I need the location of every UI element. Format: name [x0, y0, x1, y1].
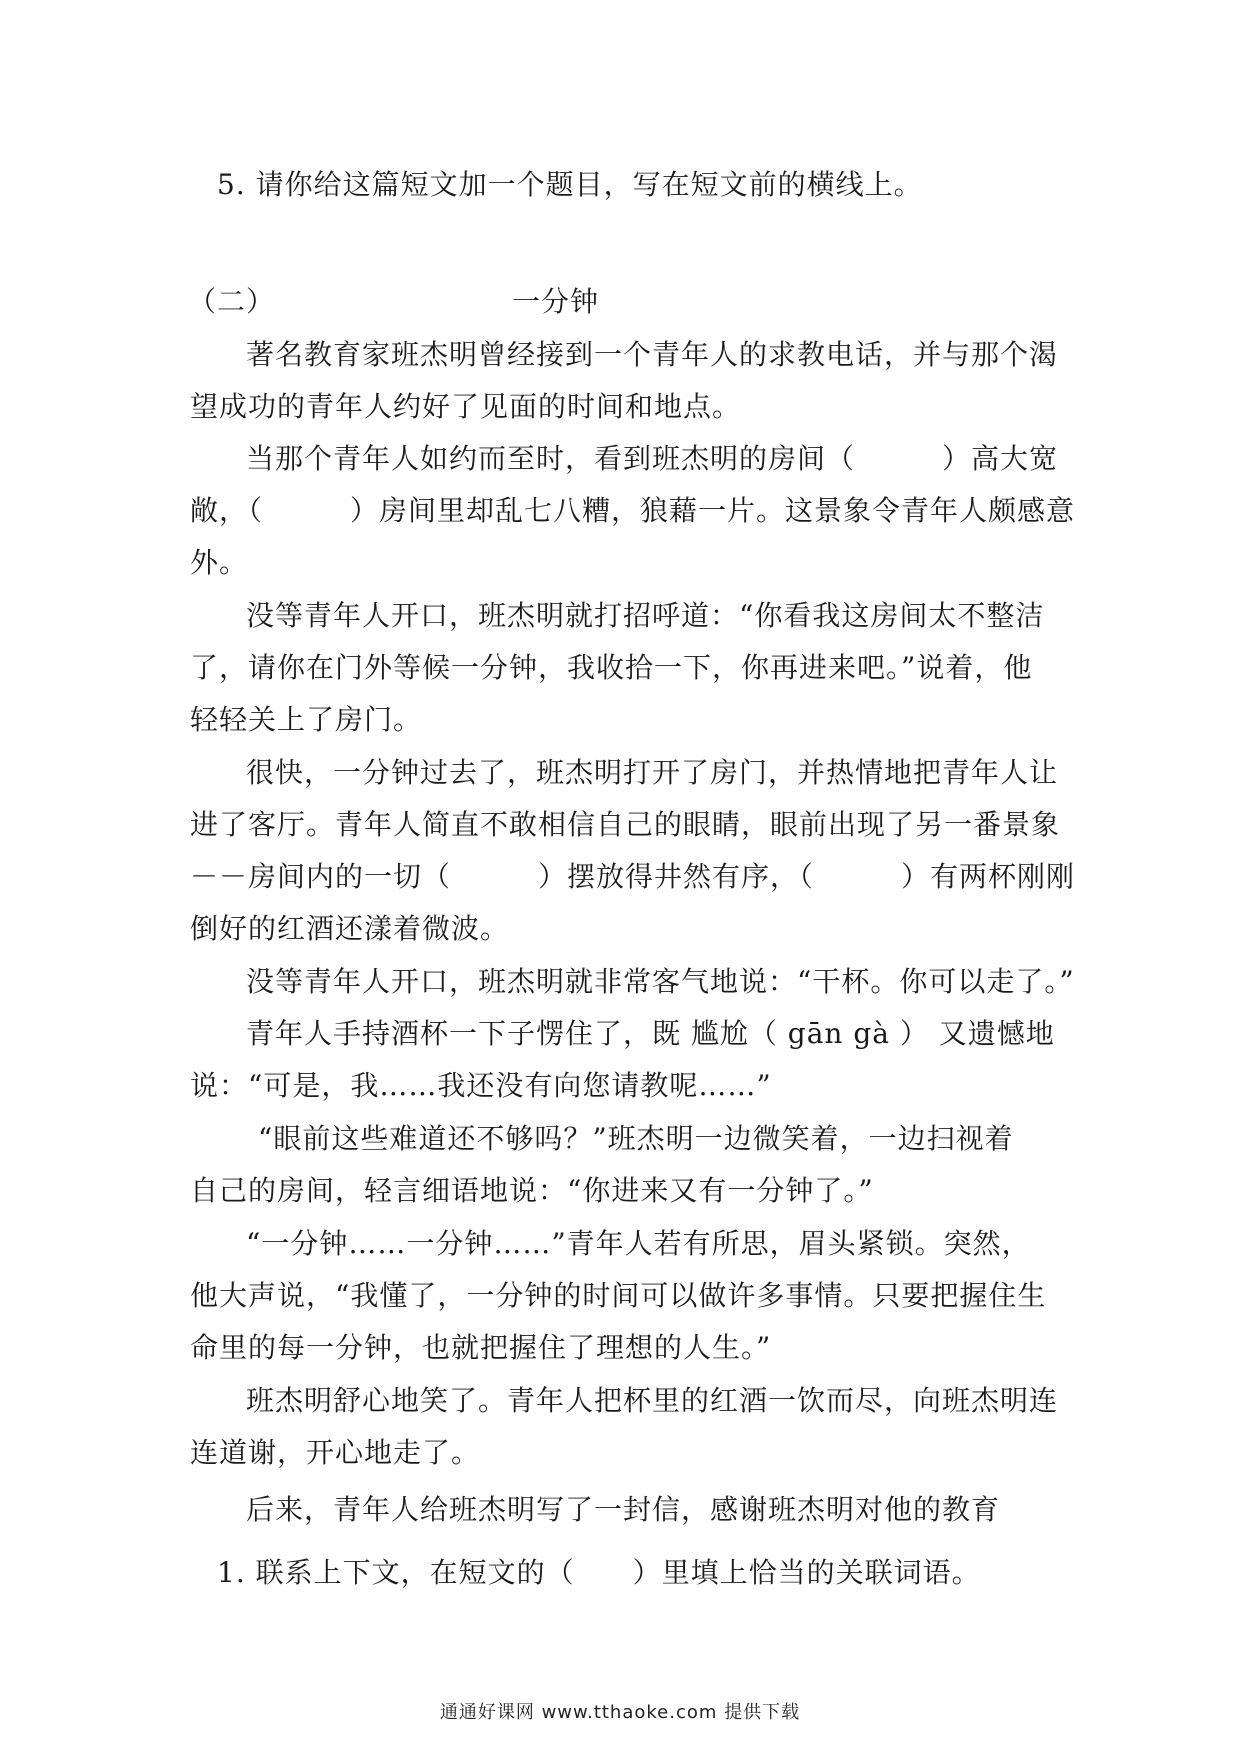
footer-credit: 通通好课网 www.tthaoke.com 提供下载 — [439, 1702, 801, 1723]
section-label: （二） — [188, 285, 276, 318]
passage-line: 轻轻关上了房门。 — [190, 703, 423, 736]
passage-line: “一分钟……一分钟……”青年人若有所思，眉头紧锁。突然， — [246, 1227, 1031, 1260]
passage-line: 敞，（ ）房间里却乱七八糟，狼藉一片。这景象令青年人颇感意 — [190, 494, 1076, 527]
passage-line: －－房间内的一切（ ）摆放得井然有序，（ ）有两杯刚刚 — [190, 860, 1076, 893]
passage-line: 命里的每一分钟，也就把握住了理想的人生。” — [190, 1331, 772, 1364]
passage-line: 著名教育家班杰明曾经接到一个青年人的求教电话，并与那个渴 — [246, 338, 1059, 371]
passage-line: 班杰明舒心地笑了。青年人把杯里的红酒一饮而尽，向班杰明连 — [246, 1384, 1059, 1417]
passage-line: 了，请你在门外等候一分钟，我收拾一下，你再进来吧。”说着，他 — [190, 651, 1033, 684]
passage-line: “眼前这些难道还不够吗？”班杰明一边微笑着，一边扫视着 — [258, 1122, 1014, 1155]
question-5: 5. 请你给这篇短文加一个题目，写在短文前的横线上。 — [217, 168, 923, 201]
passage-line: 没等青年人开口，班杰明就打招呼道：“你看我这房间太不整洁 — [246, 599, 1045, 632]
question-1: 1. 联系上下文，在短文的（ ）里填上恰当的关联词语。 — [217, 1556, 981, 1589]
passage-line: 进了客厅。青年人简直不敢相信自己的眼睛，眼前出现了另一番景象 — [190, 808, 1061, 841]
passage-title: 一分钟 — [512, 285, 600, 318]
passage-line: 自己的房间，轻言细语地说：“你进来又有一分钟了。” — [190, 1174, 874, 1207]
passage-line: 倒好的红酒还漾着微波。 — [190, 912, 510, 945]
passage-line: 后来，青年人给班杰明写了一封信，感谢班杰明对他的教育 — [246, 1493, 1001, 1526]
passage-line: 望成功的青年人约好了见面的时间和地点。 — [190, 390, 742, 423]
passage-line: 说：“可是，我……我还没有向您请教呢……” — [190, 1069, 772, 1102]
passage-line: 当那个青年人如约而至时，看到班杰明的房间（ ）高大宽 — [246, 442, 1059, 475]
passage-line: 很快，一分钟过去了，班杰明打开了房门，并热情地把青年人让 — [246, 756, 1059, 789]
passage-line: 外。 — [190, 546, 249, 579]
passage-line: 没等青年人开口，班杰明就非常客气地说：“干杯。你可以走了。” — [246, 965, 1075, 998]
passage-line: 青年人手持酒杯一下子愣住了，既 尴尬（ gān gà ） 又遗憾地 — [246, 1017, 1055, 1050]
passage-line: 他大声说，“我懂了，一分钟的时间可以做许多事情。只要把握住生 — [190, 1279, 1047, 1312]
passage-line: 连道谢，开心地走了。 — [190, 1436, 481, 1469]
